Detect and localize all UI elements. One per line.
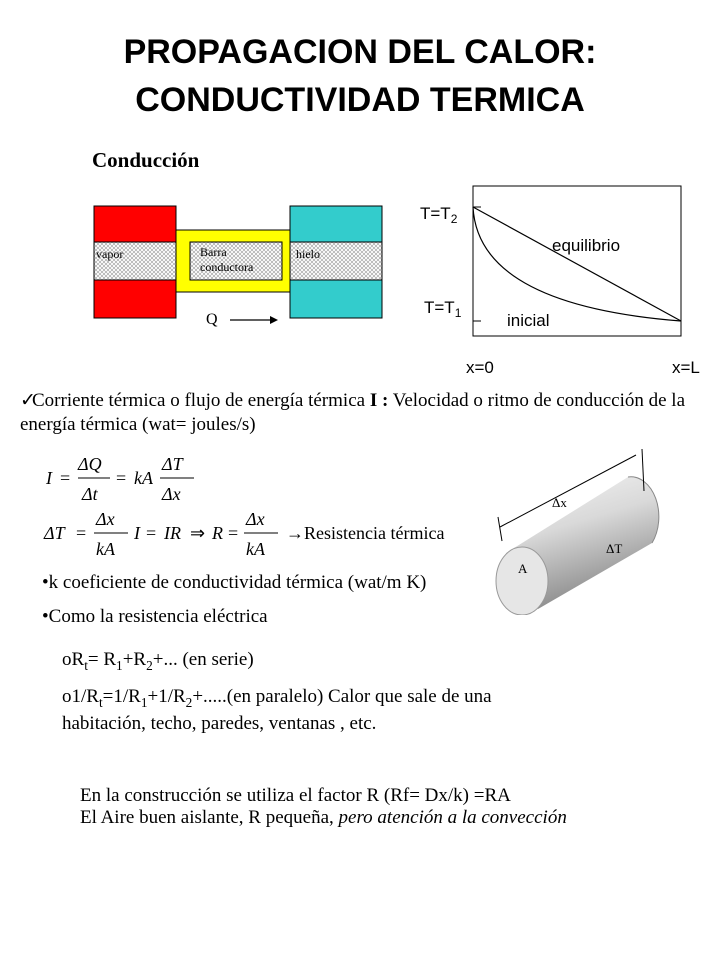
svg-text:Δx: Δx — [96, 509, 115, 529]
svg-text:R: R — [212, 523, 223, 543]
x0-label: x=0 — [466, 358, 494, 375]
electric-resistance-bullet: •Como la resistencia eléctrica — [42, 606, 268, 627]
svg-text:IR: IR — [164, 523, 181, 543]
cylinder-end-face — [496, 547, 548, 615]
ice-label: hielo — [296, 247, 320, 261]
equation-thermal-resistance — [40, 505, 470, 563]
heat-q-label: Q — [206, 311, 218, 328]
svg-text:=: = — [76, 523, 87, 543]
initial-label: inicial — [507, 311, 550, 330]
t2-label: $T=T_2$ — [420, 204, 458, 226]
k-coefficient-bullet: •k coeficiente de conductividad térmica (wat/m K) — [42, 572, 427, 593]
svg-text:Δx: Δx — [246, 509, 265, 529]
bar-label-1: Barra — [200, 245, 227, 259]
equilibrium-label: equilibrio — [552, 236, 621, 255]
svg-text:Δx: Δx — [162, 484, 181, 504]
equation-heat-current — [40, 450, 240, 508]
temperature-profile-graph — [410, 185, 720, 375]
cylinder-figure — [480, 445, 680, 615]
svg-text:kA: kA — [134, 468, 153, 488]
dt-label: ΔT — [606, 541, 623, 556]
section-subtitle: Conducción — [92, 148, 200, 172]
check-icon: ✓ — [20, 390, 36, 411]
svg-text:kA: kA — [96, 539, 115, 559]
area-label: A — [518, 561, 528, 576]
svg-text:=: = — [116, 468, 127, 488]
dx-label: Δx — [552, 495, 567, 510]
graph-frame — [473, 186, 681, 336]
vapor-label: vapor — [96, 247, 124, 261]
svg-text:I: I — [46, 468, 52, 488]
bar-label-2: conductora — [200, 260, 254, 274]
svg-text:ΔT: ΔT — [162, 454, 183, 474]
svg-text:I: I — [134, 523, 140, 543]
conduction-bar-figure — [90, 200, 390, 330]
bullet-dot: • — [42, 606, 49, 627]
svg-text:=: = — [146, 523, 157, 543]
series-formula: $oR_t= R_1+R_2+$... (en serie) — [62, 649, 254, 673]
svg-text:Resistencia térmica: Resistencia térmica — [304, 523, 445, 543]
svg-text:⇒: ⇒ — [190, 523, 206, 543]
bullet-dot: • — [42, 572, 49, 593]
xl-label: x=L — [672, 358, 700, 375]
construction-factor-line: En la construcción se utiliza el factor R (Rf= Dx/k) =RA — [80, 785, 511, 806]
svg-text:→: → — [286, 523, 304, 543]
thermal-current-bullet: ✓Corriente térmica o flujo de energía térmica I : Velocidad o ritmo de conducción de la energía térmica (wat= joules/s) — [20, 390, 685, 435]
svg-text:ΔT: ΔT — [44, 523, 65, 543]
heat-flow-arrowhead — [270, 316, 278, 324]
svg-text:Δt: Δt — [82, 484, 98, 504]
title-line-1: PROPAGACION DEL CALOR: — [123, 33, 597, 71]
t1-label: $T=T_1$ — [424, 298, 462, 320]
parallel-formula: $o1/R_t=1/R_1+1/R_2+.....(en$ paralelo) Calor que sale de una — [62, 686, 492, 710]
svg-text:=: = — [228, 523, 239, 543]
svg-text:kA: kA — [246, 539, 265, 559]
convection-warning: pero atención a la convección — [338, 807, 567, 828]
parallel-formula-line2: habitación, techo, paredes, ventanas , etc. — [62, 713, 377, 734]
title-line-2: CONDUCTIVIDAD TERMICA — [135, 81, 585, 119]
svg-text:=: = — [60, 468, 71, 488]
svg-text:ΔQ: ΔQ — [78, 454, 102, 474]
air-insulator-line: El Aire buen aislante, R pequeña, pero atención a la convección — [80, 807, 567, 828]
